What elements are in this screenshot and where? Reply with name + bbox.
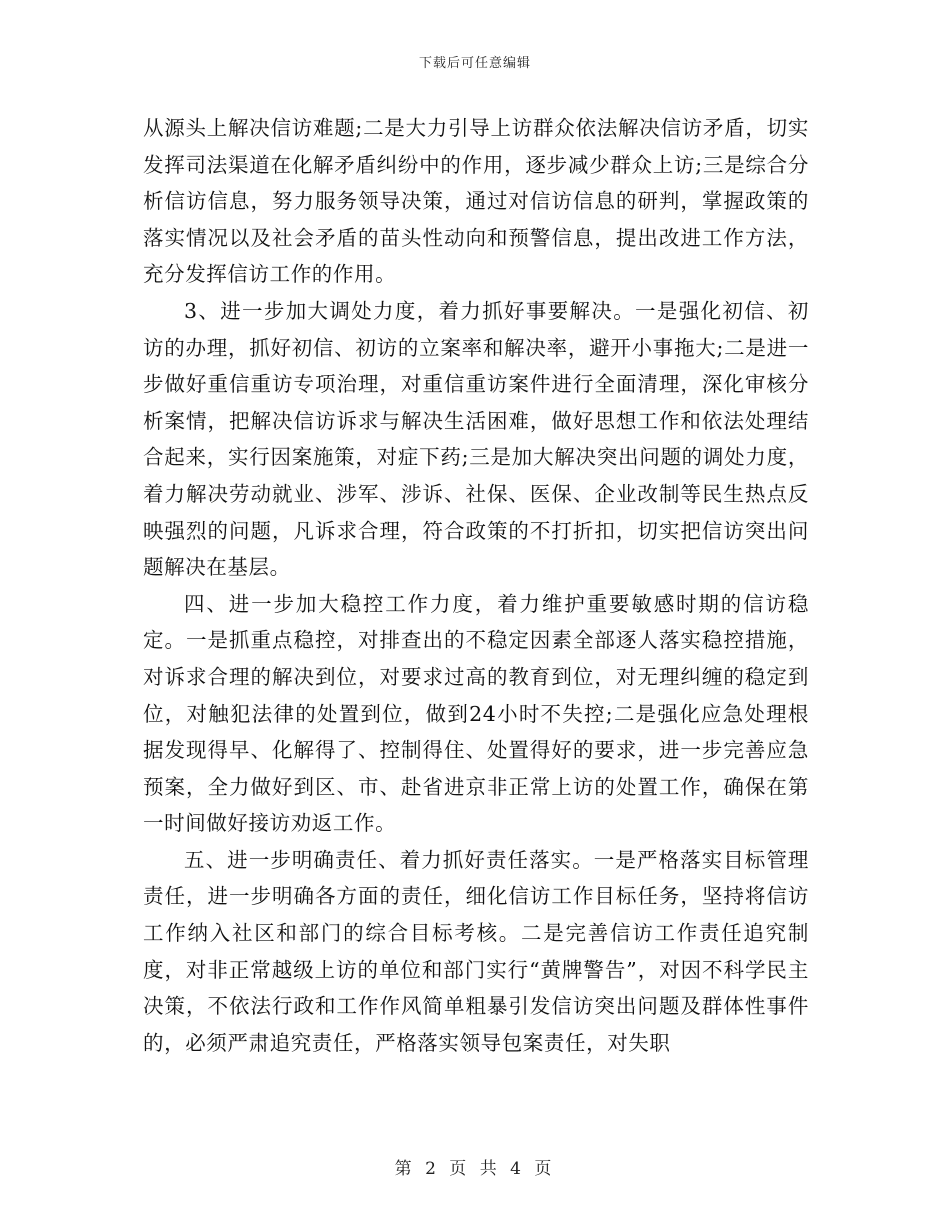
document-body [143,110,809,1061]
page-header: 下载后可任意编辑 [418,56,531,71]
page-footer: 第 2 页 共 4 页 [394,1159,556,1179]
paragraph-item-3: 3、进一步加大调处力度，着力抓好事要解决。一是强化初信、初访的办理，抓好初信、初访的立案率和解决率，避开小事拖大;二是进一步做好重信重访专项治理，对重信重访案件进行全面清理，深化审核分析案情，把解决信访诉求与解决生活困难，做好思想工作和依法处理结合起来，实行因案施策，对症下药;三是加大解决突出问题的调处力度，着力解决劳动就业、涉军、涉诉、社保、医保、企业改制等民生热点反映强烈的问题，凡诉求合理，符合政策的不打折扣，切实把信访突出问题解决在基层。 [143,298,809,580]
paragraph-item-4: 四、进一步加大稳控工作力度，着力维护重要敏感时期的信访稳定。一是抓重点稳控，对排查出的不稳定因素全部逐人落实稳控措施，对诉求合理的解决到位，对要求过高的教育到位，对无理纠缠的稳定到位，对触犯法律的处置到位，做到24小时不失控;二是强化应急处理根据发现得早、化解得了、控制得住、处置得好的要求，进一步完善应急预案，全力做好到区、市、赴省进京非正常上访的处置工作，确保在第一时间做好接访劝返工作。 [143,591,809,836]
paragraph-continuation: 从源头上解决信访难题;二是大力引导上访群众依法解决信访矛盾，切实发挥司法渠道在化解矛盾纠纷中的作用，逐步减少群众上访;三是综合分析信访信息，努力服务领导决策，通过对信访信息的研判，掌握政策的落实情况以及社会矛盾的苗头性动向和预警信息，提出改进工作方法，充分发挥信访工作的作用。 [143,116,809,287]
paragraph-item-5: 五、进一步明确责任、着力抓好责任落实。一是严格落实目标管理责任，进一步明确各方面的责任，细化信访工作目标任务，坚持将信访工作纳入社区和部门的综合目标考核。二是完善信访工作责任追究制度，对非正常越级上访的单位和部门实行“黄牌警告”，对因不科学民主决策，不依法行政和工作作风简单粗暴引发信访突出问题及群体性事件的，必须严肃追究责任，严格落实领导包案责任，对失职 [143,847,809,1055]
